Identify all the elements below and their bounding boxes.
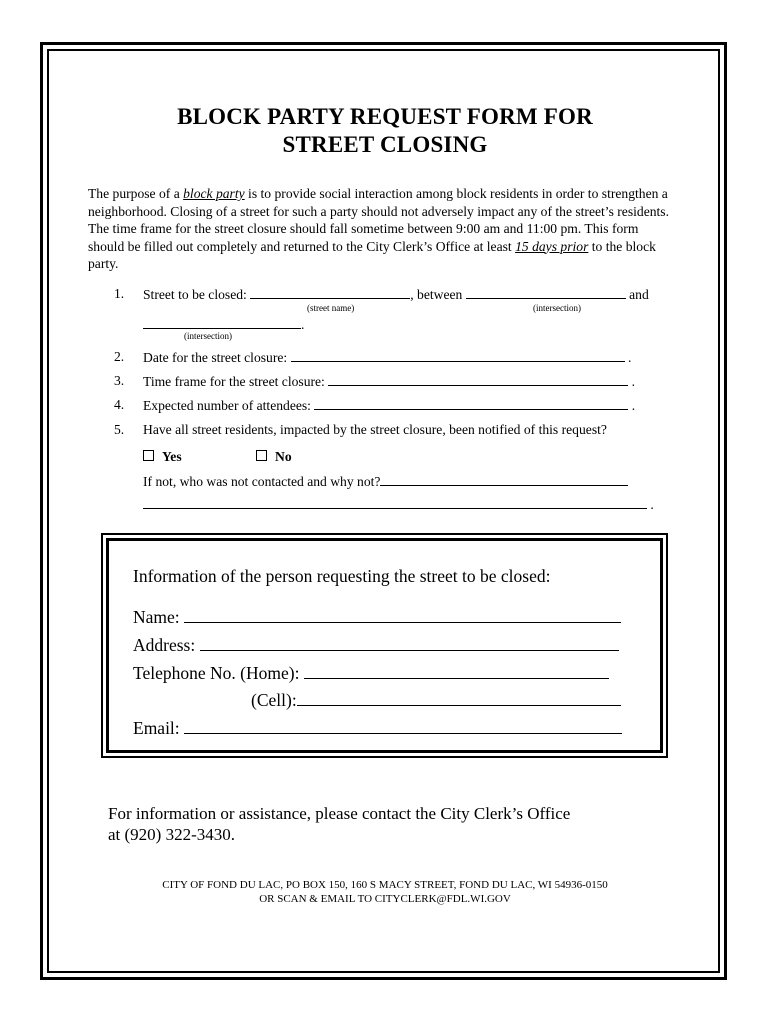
time-frame-label: Time frame for the street closure: <box>143 374 325 389</box>
email-row <box>133 718 622 739</box>
email-field[interactable] <box>184 718 622 734</box>
name-row <box>133 607 621 628</box>
contact-line-1: For information or assistance, please contact the City Clerk’s Office <box>108 804 571 823</box>
date-row <box>143 349 631 366</box>
not-contacted-row <box>143 473 628 490</box>
address-field[interactable] <box>200 635 619 651</box>
name-label: Name: <box>133 607 180 627</box>
cell-phone-label: (Cell): <box>251 690 297 710</box>
not-contacted-label: If not, who was not contacted and why not? <box>143 474 381 489</box>
intro-emphasis-15-days: 15 days prior <box>515 238 589 254</box>
item-number-5: 5. <box>114 422 125 437</box>
requester-heading: Information of the person requesting the street to be closed: <box>133 566 551 586</box>
name-field[interactable] <box>184 607 621 623</box>
intersection-1-caption: (intersection) <box>533 303 581 313</box>
time-frame-period: . <box>631 374 636 389</box>
contact-line-2: at (920) 322-3430. <box>108 825 236 844</box>
home-phone-row <box>133 663 609 684</box>
intersection-2-field[interactable] <box>143 316 301 329</box>
form-title <box>0 103 770 159</box>
intro-text-1: The purpose of a <box>88 186 184 201</box>
item-number-4: 4. <box>114 397 125 412</box>
home-phone-label: Telephone No. (Home): <box>133 663 300 683</box>
attendees-row <box>143 397 635 414</box>
between-label: , between <box>410 287 463 302</box>
time-frame-row <box>143 373 635 390</box>
not-contacted-row-2 <box>143 496 654 513</box>
street-name-caption: (street name) <box>307 303 355 313</box>
street-name-field[interactable] <box>250 286 410 299</box>
intersection-2-caption: (intersection) <box>184 331 232 341</box>
notified-question: Have all street residents, impacted by the street closure, been notified of this request? <box>143 422 607 437</box>
time-frame-field[interactable] <box>328 373 628 386</box>
yes-checkbox-icon[interactable] <box>143 450 154 461</box>
street-closed-row <box>143 286 649 303</box>
yes-option[interactable] <box>143 449 182 465</box>
attendees-label: Expected number of attendees: <box>143 398 311 413</box>
not-contacted-field-2[interactable] <box>143 496 647 509</box>
street-closed-label: Street to be closed: <box>143 287 247 302</box>
item-number-3: 3. <box>114 373 125 388</box>
title-line-1: BLOCK PARTY REQUEST FORM FOR <box>177 104 593 129</box>
cell-phone-field[interactable] <box>297 690 621 706</box>
attendees-field[interactable] <box>314 397 628 410</box>
item-number-2: 2. <box>114 349 125 364</box>
footer-line-1: CITY OF FOND DU LAC, PO BOX 150, 160 S MACY STREET, FOND DU LAC, WI 54936-0150 <box>162 879 608 891</box>
no-label: No <box>275 449 292 464</box>
not-contacted-period: . <box>650 497 654 512</box>
no-option[interactable] <box>256 449 292 465</box>
footer-address <box>0 878 770 906</box>
home-phone-field[interactable] <box>304 663 609 679</box>
address-row <box>133 635 619 656</box>
item-number-1: 1. <box>114 286 125 301</box>
contact-info <box>108 803 570 845</box>
date-period: . <box>628 350 632 365</box>
address-label: Address: <box>133 635 196 655</box>
footer-line-2: OR SCAN & EMAIL TO CITYCLERK@FDL.WI.GOV <box>259 893 511 905</box>
not-contacted-field[interactable] <box>380 473 628 486</box>
date-field[interactable] <box>291 349 625 362</box>
no-checkbox-icon[interactable] <box>256 450 267 461</box>
email-label: Email: <box>133 718 180 738</box>
intro-text-3: to the block party. <box>88 238 656 271</box>
intro-text-2: is to provide social interaction among block residents in order to strengthen a neighborhood. Closing of a street for such a party should not adversely impact any of the street’s residents. The time frame for the street closure should fall sometime between 9:00 am and 11:00 pm. This form should be filled out completely and returned to the City Clerk’s Office at least <box>88 186 669 254</box>
yes-label: Yes <box>162 449 182 464</box>
date-label: Date for the street closure: <box>143 350 288 365</box>
and-label: and <box>629 287 649 302</box>
intersection-1-field[interactable] <box>466 286 626 299</box>
attendees-period: . <box>631 398 636 413</box>
intersection-2-period: . <box>301 317 305 332</box>
title-line-2: STREET CLOSING <box>282 132 488 157</box>
intro-emphasis-block-party: block party <box>183 186 245 201</box>
intro-paragraph <box>88 185 678 273</box>
cell-phone-row <box>251 690 621 711</box>
